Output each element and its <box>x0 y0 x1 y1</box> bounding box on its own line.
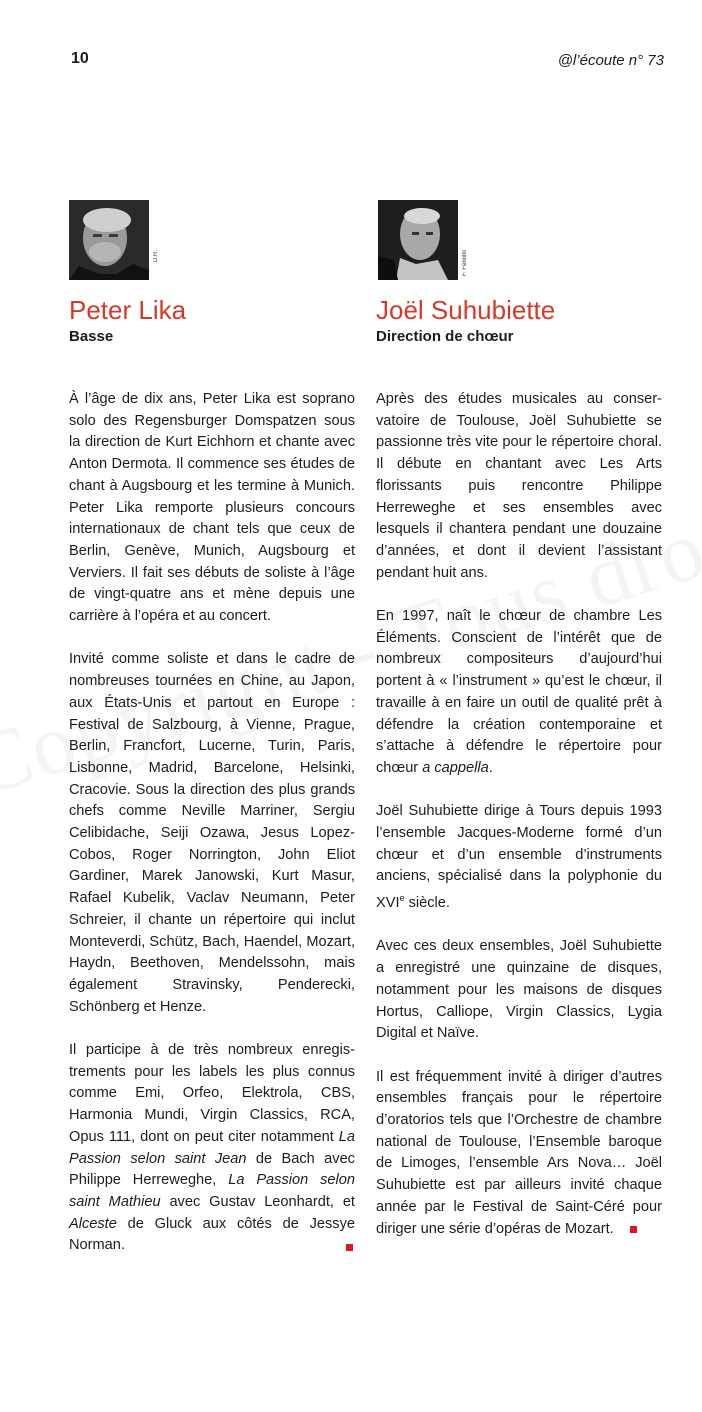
text-segment: e <box>399 893 405 904</box>
biography-paragraph <box>376 801 662 914</box>
artist-column-peter-lika <box>69 200 355 1279</box>
artist-name: Peter Lika <box>69 295 187 325</box>
text-segment: En 1997, naît le chœur de chambre Les Éléments. Conscient de l’intérêt que de nombreux compositeurs d’aujourd’hui portent à « l’instrument » qu’est le chœur, il travaille à en faire un outil de qualité prêt à défendre la création contemporaine et s’attache à défendre le répertoire pour chœur <box>376 608 662 776</box>
artist-column-joel-suhubiette <box>376 200 662 1262</box>
end-of-article-mark <box>630 1226 637 1233</box>
text-segment: avec Gustav Leonhardt, et <box>160 1193 355 1210</box>
text-segment: Il participe à de très nombreux enregistrements pour les labels les plus connus comme Emi, Orfeo, Elektrola, CBS, Harmonia Mundi, Virgin Classics, RCA, Opus 111, dont on peut citer notamment <box>69 1042 355 1145</box>
biography-paragraph <box>69 1040 355 1257</box>
portrait-peter-lika <box>69 200 149 280</box>
portrait-photo <box>378 200 458 280</box>
journal-title: @l’écoute n° 73 <box>557 52 664 69</box>
biography-paragraph <box>69 649 355 1018</box>
text-segment: Joël Suhubiette dirige à Tours depuis 1993 l’ensemble Jacques-Moderne formé d’un chœur et d’un ensemble d’instruments anciens, spécialisé dans la polyphonie du XVI <box>376 803 662 911</box>
text-segment: À l’âge de dix ans, Peter Lika est soprano solo des Regensburger Domspatzen sous la direction de Kurt Eichhorn et chante avec Anton Dermota. Il commence ses études de chant à Augsbourg et les termine à Munich. Peter Lika remporte plusieurs concours internationaux de chant tels que ceux de Berlin, Genève, Munich, Augsbourg et Verviers. Il fait ses débuts de soliste à l’âge de vingt-quatre ans et mène depuis une carrière à l’opéra et au concert. <box>69 391 355 625</box>
biography-paragraph <box>376 606 662 780</box>
italic-title: a cappella <box>422 759 489 776</box>
photo-credit: D.R. <box>153 250 159 262</box>
portrait-container <box>376 200 662 284</box>
text-segment: Invité comme soliste et dans le cadre de nombreuses tournées en Chine, au Japon, aux États-Unis et partout en Europe : Festival de Salzbourg, à Vienne, Prague, Berlin, Francfort, Lucerne, Turin, Paris, Lisbonne, Madrid, Barcelone, Helsinki, Cracovie. Sous la direction des plus grands chefs comme Neville Marriner, Sergiu Celibidache, Seiji Ozawa, Jesus Lopez-Cobos, Roger Norrington, John Eliot Gardiner, Marek Janowski, Kurt Masur, Rafael Kubelik, Vaclav Neumann, Peter Schreier, il chante un répertoire qui inclut Monteverdi, Schütz, Bach, Haendel, Mozart, Haydn, Beethoven, Mendelssohn, mais également Stravinsky, Penderecki, Schönberg et Henze. <box>69 651 355 1015</box>
italic-title: Alceste <box>69 1215 117 1232</box>
text-segment: Après des études musicales au conservatoire de Toulouse, Joël Suhubiette se passionne très vite pour le répertoire choral. Il débute en chantant avec Les Arts florissants puis rencontre Philippe Herreweghe et ses ensembles avec lesquels il chantera pendant une douzaine d’années, et dont il devient l’assistant pendant huit ans. <box>376 391 662 581</box>
text-segment: siècle. <box>404 895 450 911</box>
biography-paragraph <box>69 389 355 628</box>
biography-paragraph <box>376 936 662 1045</box>
biography <box>69 389 355 1257</box>
text-segment: Avec ces deux ensembles, Joël Suhubiette a enregistré une quinzaine de disques, notamment pour les maisons de disques Hortus, Calliope, Virgin Classics, Lygia Digital et Naïve. <box>376 938 662 1042</box>
portrait-joel-suhubiette <box>378 200 458 280</box>
italic-title: La Passion selon saint Jean <box>69 1128 355 1167</box>
text-segment: Il est fréquemment invité à diriger d’autres ensembles français pour le répertoire d’oratorios tels que l’Orchestre de chambre national de Toulouse, l’Ensemble baroque de Limoges, l’ensemble Ars Nova… Joël Suhubiette est par ailleurs invité chaque année par le Festival de Saint-Céré pour diriger une série d’opéras de Mozart. <box>376 1068 662 1237</box>
biography-paragraph <box>376 1067 662 1241</box>
text-segment: de Bach avec Philippe Herreweghe, <box>69 1150 355 1189</box>
italic-title: La Passion selon saint Mathieu <box>69 1172 355 1210</box>
portrait-photo <box>69 200 149 280</box>
artist-name: Joël Suhubiette <box>376 295 556 325</box>
portrait-container <box>69 200 355 284</box>
text-segment: de Gluck aux côtés de Jessye Norman. <box>69 1215 355 1254</box>
artist-role: Basse <box>69 328 114 345</box>
biography <box>376 389 662 1240</box>
biography-paragraph <box>376 389 662 584</box>
photo-credit: F. Fenollo <box>462 250 468 277</box>
end-of-article-mark <box>346 1244 353 1251</box>
page-number: 10 <box>71 50 89 67</box>
text-segment: . <box>488 759 493 776</box>
artist-role: Direction de chœur <box>376 328 514 345</box>
